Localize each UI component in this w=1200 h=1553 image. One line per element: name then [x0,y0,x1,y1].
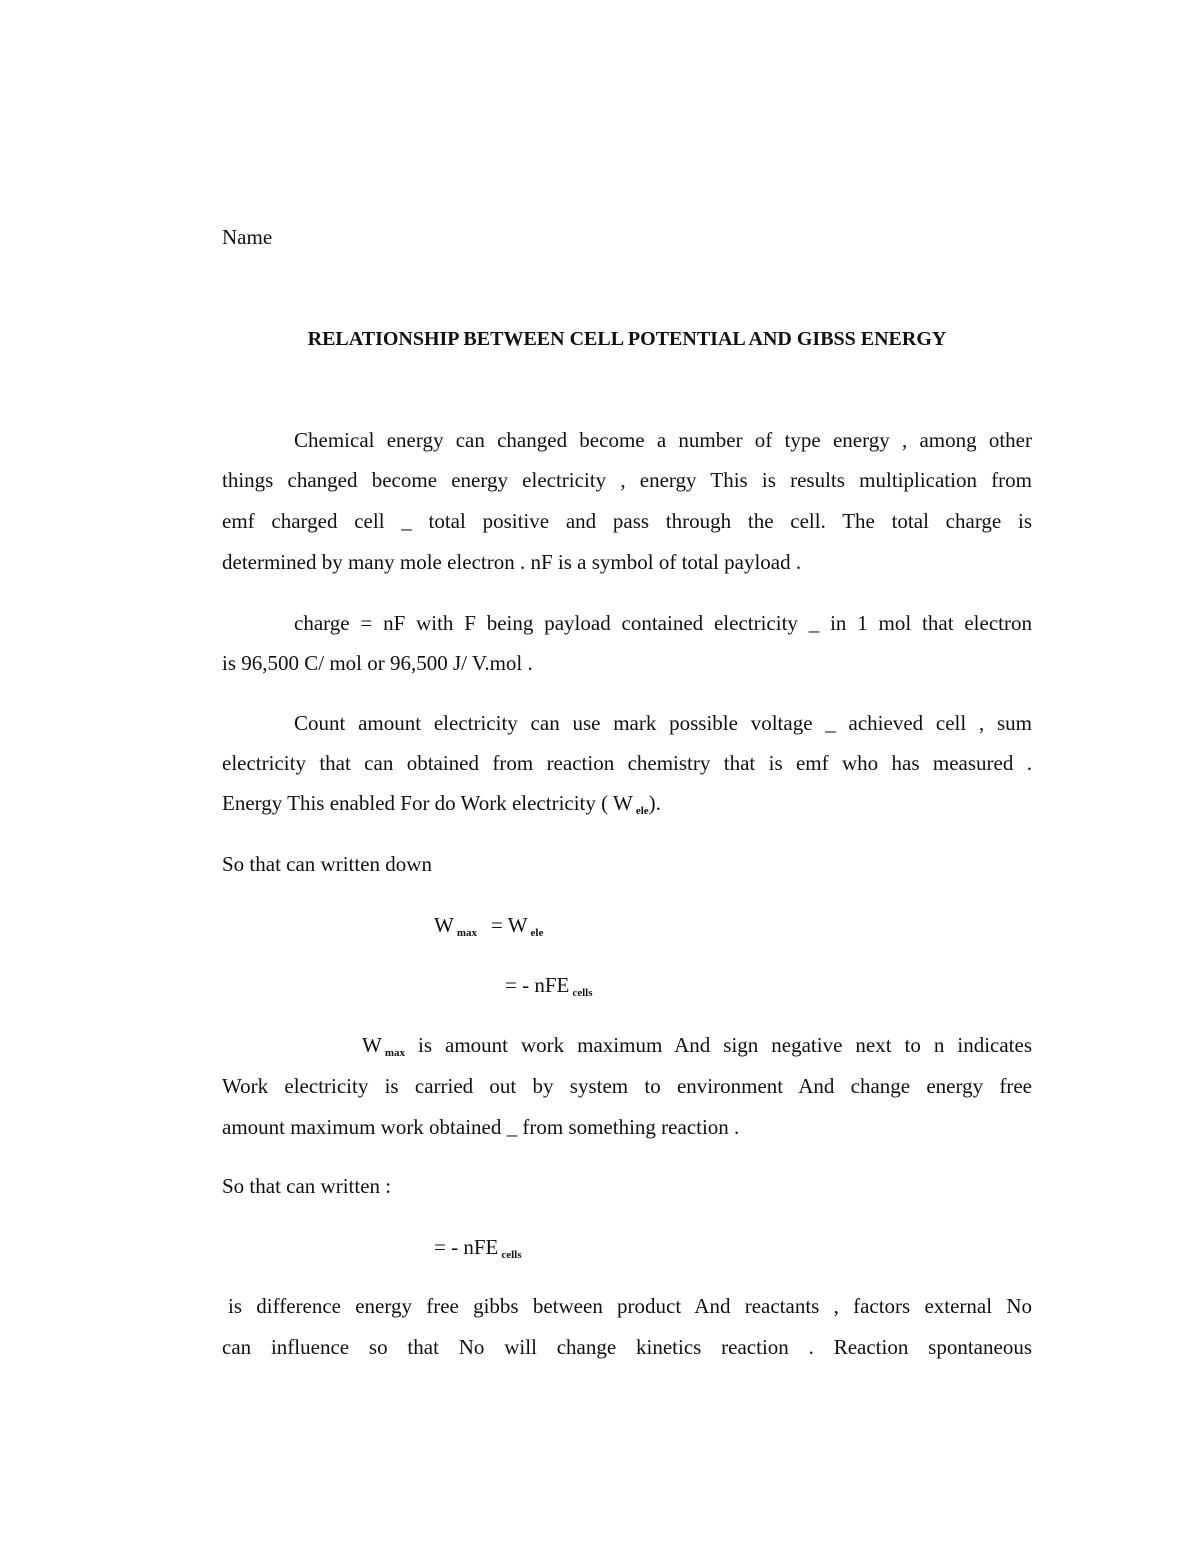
para4: So that can written down [222,852,432,876]
para3-line1: Count amount electricity can use mark possible voltage _ achieved cell , sum [294,711,1032,735]
para2-line2: is 96,500 C/ mol or 96,500 J/ V.mol . [222,651,533,675]
para1-line2: things changed become energy electricity , energy This is results multiplication from [222,468,1032,492]
equation-wmax: W $_{max}$ = W $_{ele}$ [434,913,544,939]
para1-line3: emf charged cell _ total positive and pass through the cell. The total charge is [222,509,1032,533]
para3-line2: electricity that can obtained from reaction chemistry that is emf who has measured . [222,751,1032,775]
para3-line3: Energy This enabled For do Work electricity ( W $_{ele}$). [222,791,661,817]
name-label: Name [222,225,273,249]
para5-line3: amount maximum work obtained _ from something reaction . [222,1115,740,1139]
equation-gibbs: = - nFE $_{cells}$ [434,1235,522,1261]
subscript: ele [635,805,649,817]
para7-line1: is difference energy free gibbs between product And reactants , factors external No [228,1294,1032,1318]
para5-line2: Work electricity is carried out by system to environment And change energy free [222,1074,1032,1098]
para2-line1: charge = nF with F being payload contained electricity _ in 1 mol that electron [294,611,1032,635]
para1-line4: determined by many mole electron . nF is a symbol of total payload . [222,550,802,574]
equation-nfe: = - nFE $_{cells}$ [505,973,593,999]
para6: So that can written : [222,1174,392,1198]
para1-line1: Chemical energy can changed become a number of type energy , among other [294,428,1032,452]
para7-line2: can influence so that No will change kinetics reaction . Reaction spontaneous [222,1335,1032,1359]
page-title: RELATIONSHIP BETWEEN CELL POTENTIAL AND GIBSS ENERGY [307,328,947,350]
para5-line1: W $_{max}$ is amount work maximum And sign negative next to n indicates [362,1033,1033,1059]
